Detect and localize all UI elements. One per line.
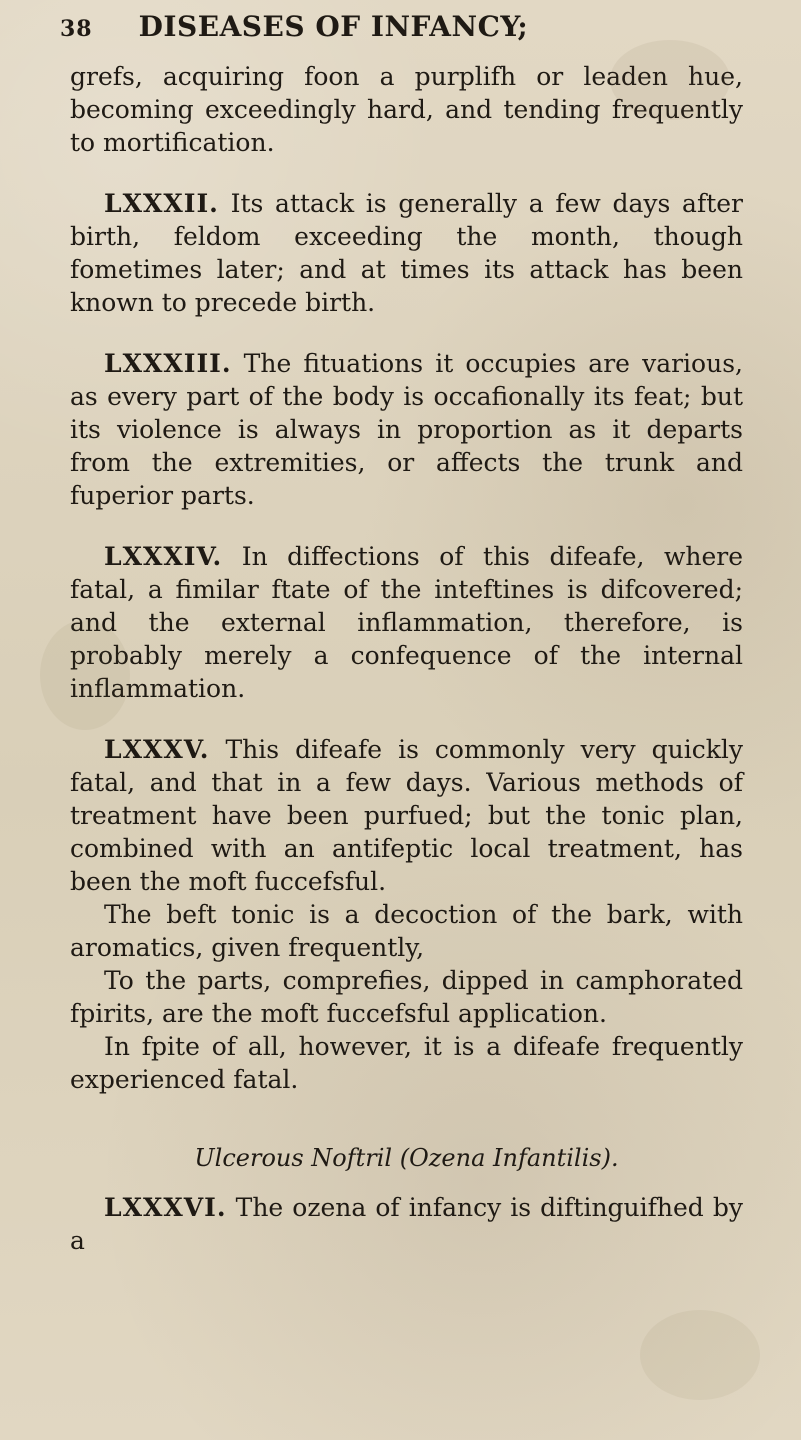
paper-stain: [640, 1310, 760, 1400]
paragraph-treatment-local: [70, 964, 743, 1030]
section-number: LXXXIV.: [104, 542, 223, 571]
paragraph-lxxxvi: [70, 1191, 743, 1257]
paragraph-outcome: [70, 1030, 743, 1096]
paragraph-lxxxiv: [70, 540, 743, 705]
paragraph-text: In diffections of this difeafe, where fatal, a fimilar ftate of the inteftines is difcovered; and the external inflammation, therefore, is probably merely a confequence of the internal inflammation.: [70, 542, 743, 703]
section-subheading: Ulcerous Noftril (Ozena Infantilis).: [194, 1144, 619, 1172]
paragraph-lxxxiii: [70, 347, 743, 512]
page-header: [60, 10, 743, 60]
paragraph-lxxxv: [70, 733, 743, 898]
paragraph-lxxxii: [70, 187, 743, 319]
page-number: 38: [60, 16, 93, 42]
paragraph-text: This difeafe is commonly very quickly fatal, and that in a few days. Various methods of treatment have been purfued; but the tonic plan, combined with an antifeptic local treatment, has been the moft fuccefsful.: [70, 735, 743, 896]
section-number: LXXXV.: [104, 735, 210, 764]
paragraph-text: The fituations it occupies are various, as every part of the body is occafionally its feat; but its violence is always in proportion as it departs from the extremities, or affects the trunk and fuperior parts.: [70, 349, 743, 510]
paragraph-text: The beft tonic is a decoction of the bark, with aromatics, given frequently,: [70, 900, 743, 962]
paragraph-text: In fpite of all, however, it is a difeafe frequently experienced fatal.: [70, 1032, 743, 1094]
paragraph-treatment-tonic: [70, 898, 743, 964]
section-number: LXXXII.: [104, 189, 219, 218]
body-text: [70, 60, 743, 1257]
section-number: LXXXIII.: [104, 349, 232, 378]
section-number: LXXXVI.: [104, 1193, 227, 1222]
paragraph-text: Its attack is generally a few days after birth, feldom exceeding the month, though fometimes later; and at times its attack has been known to precede birth.: [70, 189, 743, 317]
paragraph-continuation: [70, 60, 743, 159]
running-head: DISEASES OF INFANCY;: [138, 10, 529, 43]
paragraph-text: To the parts, comprefies, dipped in camphorated fpirits, are the moft fuccefsful application.: [70, 966, 743, 1028]
paragraph-text: grefs, acquiring foon a purplifh or leaden hue, becoming exceedingly hard, and tending frequently to mortification.: [70, 62, 743, 157]
paragraph-text: The ozena of infancy is diftinguifhed by a: [70, 1193, 743, 1255]
